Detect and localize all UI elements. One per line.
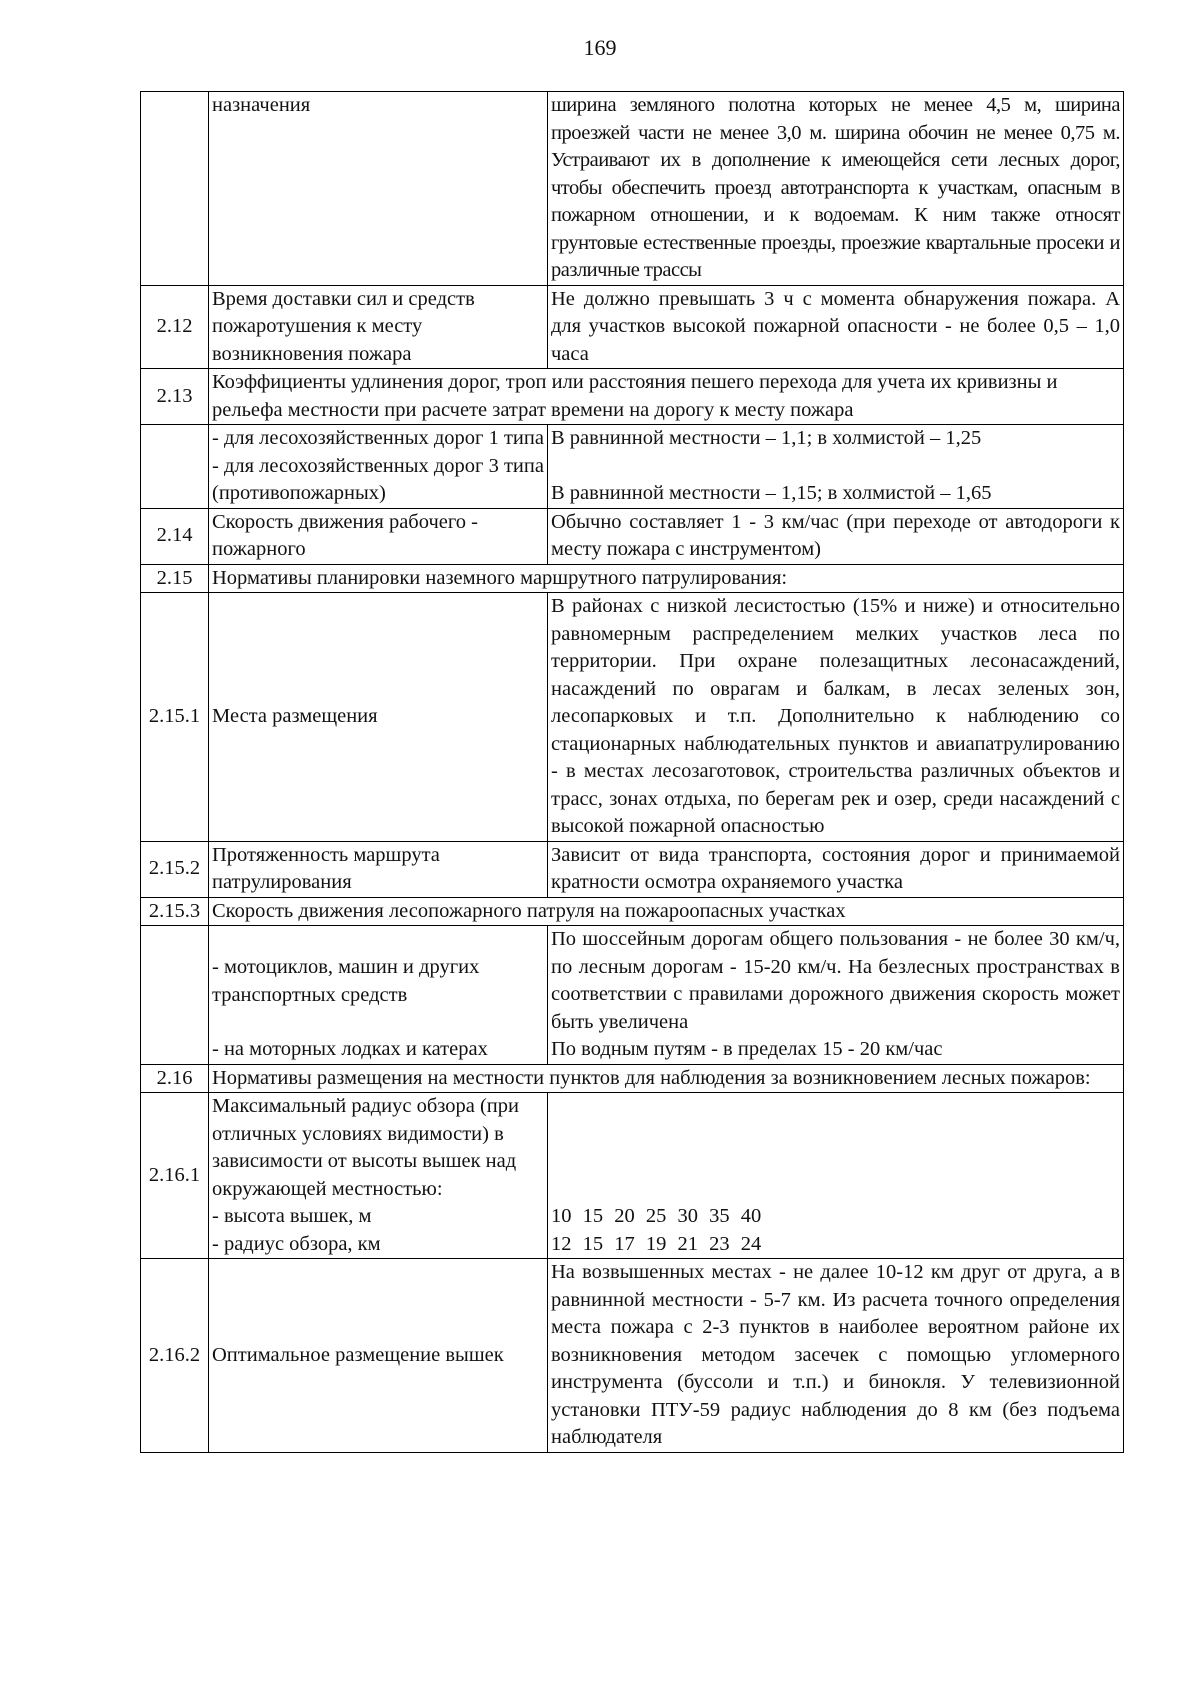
table-row [141, 593, 1124, 842]
row-number: 2.15.1 [141, 593, 209, 842]
sub-item-name: - на моторных лодках и катерах [212, 1038, 488, 1060]
sub-item-description: В равнинной местности – 1,1; в холмистой – 1,25 [551, 427, 982, 449]
row-number: 2.15.2 [141, 841, 209, 897]
sub-item-name: - для лесохозяйственных дорог 1 типа [212, 427, 544, 449]
sub-item-name: Максимальный радиус обзора (при отличных условиях видимости) в зависимости от высоты вышек над окружающей местностью: [212, 1095, 519, 1200]
row-description: ширина земляного полотна которых не менее 4,5 м, ширина проезжей части не менее 3,0 м. ширина обочин не менее 0,75 м. Устраивают их в дополнение к имеющейся сети лесных дорог, чтобы обеспечить проезд автотранспорта к участкам, опасным в пожарном отношении, и к водоемам. К ним также относят грунтовые естественные проезды, проезжие квартальные просеки и различные трассы [548, 92, 1124, 286]
page-number: 169 [583, 35, 617, 60]
row-description: Зависит от вида транспорта, состояния дорог и принимаемой кратности осмотра охраняемого участка [548, 841, 1124, 897]
row-name: Оптимальное размещение вышек [209, 1259, 548, 1453]
sub-item-name: - высота вышек, м [212, 1205, 372, 1227]
sub-item-name: - радиус обзора, км [212, 1232, 381, 1255]
table-row [141, 564, 1124, 593]
table-row [141, 425, 1124, 509]
row-description: В районах с низкой лесистостью (15% и ниже) и относительно равномерным распределением мелких участков леса по территории. При охране полезащитных лесонасаждений, насаждений по оврагам и балкам, в лесах зеленых зон, лесопарковых и т.п. Дополнительно к наблюдению со стационарных наблюдательных пунктов и авиапатрулированию - в местах лесозаготовок, строительства различных объектов и трасс, зонах отдыха, по берегам рек и озер, среди насаждений с высокой пожарной опасностью [548, 593, 1124, 842]
sub-item-name: - мотоциклов, машин и других транспортных средств [212, 956, 480, 1006]
row-name [209, 425, 548, 509]
row-description: На возвышенных местах - не далее 10-12 км друг от друга, а в равнинной местности - 5-7 км. Из расчета точного определения места пожара с 2-3 пунктов в наиболее вероятном районе их возникновения методом засечек с помощью угломерного инструмента (буссоли и т.п.) и бинокля. У телевизионной установки ПТУ-59 радиус наблюдения до 8 км (без подъема наблюдателя [548, 1259, 1124, 1453]
row-number: 2.12 [141, 285, 209, 369]
table-row [141, 369, 1124, 425]
view-radius-values: 12 15 17 19 21 23 24 [551, 1232, 762, 1255]
row-number [141, 926, 209, 1065]
row-description [548, 926, 1124, 1065]
row-number: 2.16.2 [141, 1259, 209, 1453]
row-number: 2.15 [141, 564, 209, 593]
row-description: Обычно составляет 1 - 3 км/час (при переходе от автодороги к месту пожара с инструментом) [548, 508, 1124, 564]
row-number: 2.16.1 [141, 1093, 209, 1259]
row-number: 2.15.3 [141, 897, 209, 926]
tower-height-values: 10 15 20 25 30 35 40 [551, 1205, 762, 1227]
table-row [141, 1093, 1124, 1259]
table-row [141, 926, 1124, 1065]
row-merged-text: Коэффициенты удлинения дорог, троп или расстояния пешего перехода для учета их кривизны и рельефа местности при расчете затрат времени на дорогу к месту пожара [209, 369, 1124, 425]
table-row [141, 1259, 1124, 1453]
row-name: назначения [209, 92, 548, 286]
row-name [209, 926, 548, 1065]
table-row [141, 1064, 1124, 1093]
row-name: Скорость движения рабочего - пожарного [209, 508, 548, 564]
sub-item-name: - для лесохозяйственных дорог 3 типа (противопожарных) [212, 454, 544, 504]
row-name: Места размещения [209, 593, 548, 842]
row-number: 2.16 [141, 1064, 209, 1093]
row-number [141, 425, 209, 509]
row-name: Время доставки сил и средств пожаротушения к месту возникновения пожара [209, 285, 548, 369]
row-name [209, 1093, 548, 1259]
row-description: Не должно превышать 3 ч с момента обнаружения пожара. А для участков высокой пожарной опасности - не более 0,5 – 1,0 часа [548, 285, 1124, 369]
sub-item-description: По шоссейным дорогам общего пользования - не более 30 км/ч, по лесным дорогам - 15-20 км/ч. На безлесных пространствах в соответствии с правилами дорожного движения скорость может быть увеличена [551, 928, 1120, 1033]
normatives-table [140, 91, 1124, 1453]
row-number: 2.13 [141, 369, 209, 425]
row-number [141, 92, 209, 286]
table-row [141, 841, 1124, 897]
row-merged-text: Скорость движения лесопожарного патруля на пожароопасных участках [209, 897, 1124, 926]
table-row [141, 285, 1124, 369]
row-merged-text: Нормативы планировки наземного маршрутного патрулирования: [209, 564, 1124, 593]
row-merged-text: Нормативы размещения на местности пунктов для наблюдения за возникновением лесных пожаров: [209, 1064, 1124, 1093]
table-row [141, 508, 1124, 564]
row-number: 2.14 [141, 508, 209, 564]
row-name: Протяженность маршрута патрулирования [209, 841, 548, 897]
sub-item-description: По водным путям - в пределах 15 - 20 км/час [551, 1038, 943, 1060]
table-row [141, 92, 1124, 286]
sub-item-description: В равнинной местности – 1,15; в холмистой – 1,65 [551, 482, 992, 504]
row-description [548, 1093, 1124, 1259]
row-description [548, 425, 1124, 509]
table-row [141, 897, 1124, 926]
